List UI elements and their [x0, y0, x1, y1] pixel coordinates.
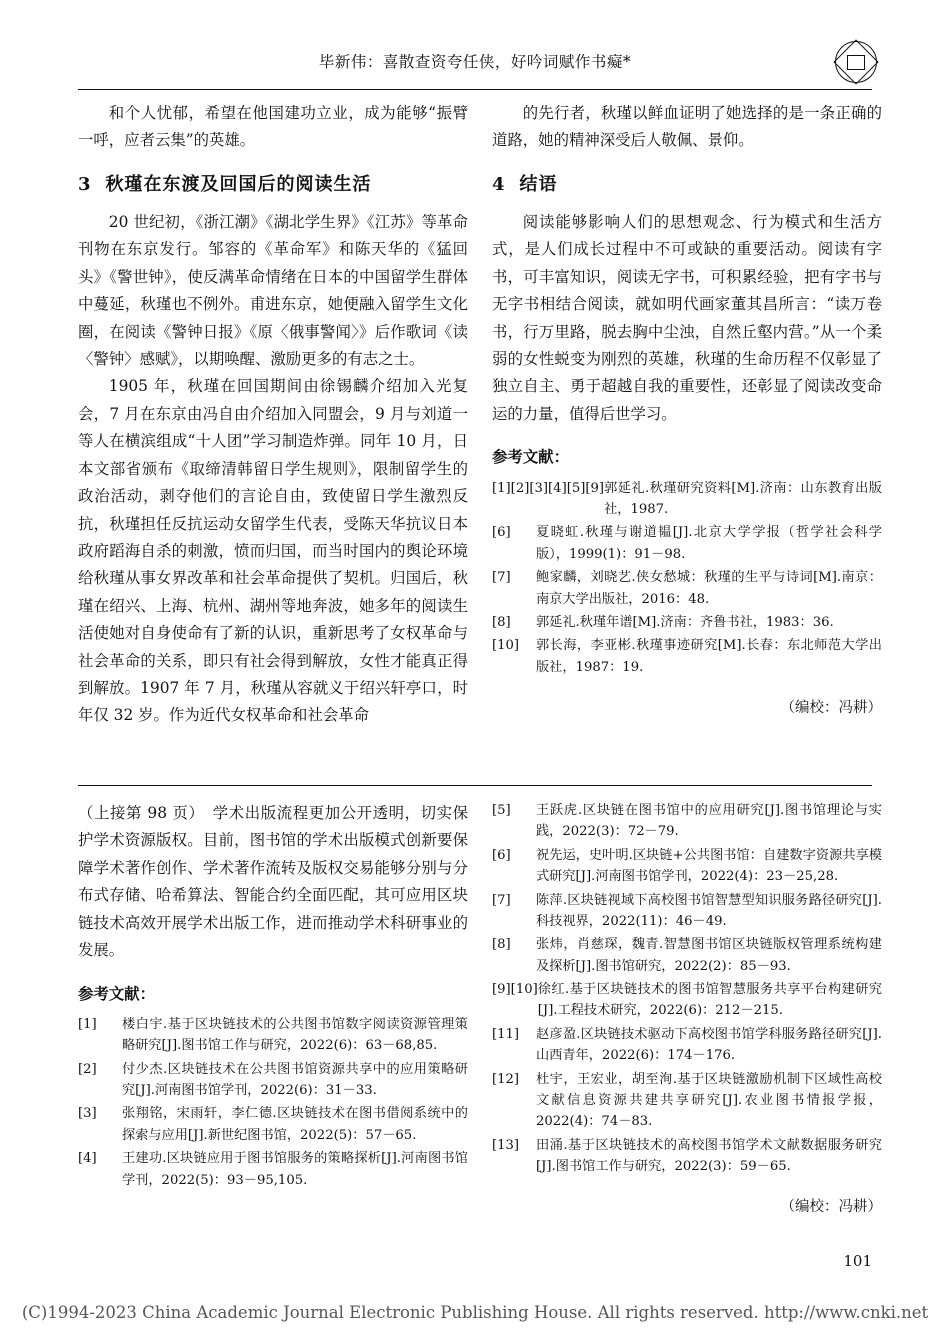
- reference-number: [6]: [492, 847, 511, 863]
- reference-item: [492, 800, 882, 843]
- reference-item: [492, 979, 882, 1022]
- reference-number: [13]: [492, 1137, 520, 1153]
- running-head-title: 毕新伟：喜散查资夸任侠，好吟词赋作书癡*: [318, 53, 632, 71]
- reference-number: [7]: [492, 892, 511, 908]
- reference-number: [1][2][3][4][5][9]: [492, 480, 605, 496]
- page-header: [78, 38, 872, 90]
- top-right-column: [492, 100, 882, 722]
- reference-item: [492, 567, 882, 610]
- reference-text: 郭延礼.秋瑾研究资料[M].济南：山东教育出版社，1987.: [604, 480, 882, 518]
- reference-list: [78, 1014, 468, 1191]
- reference-number: [8]: [492, 937, 511, 953]
- reference-item: [492, 1024, 882, 1067]
- reference-text: 付少杰.区块链技术在公共图书馆资源共享中的应用策略研究[J].河南图书馆学刊，2022(6)：31－33.: [122, 1061, 468, 1099]
- reference-number: [2]: [78, 1061, 97, 1077]
- reference-text: 王建功.区块链应用于图书馆服务的策略探析[J].河南图书馆学刊，2022(5)：93－95,105.: [122, 1151, 468, 1188]
- reference-text: 陈萍.区块链视域下高校图书馆智慧型知识服务路径研究[J].科技视界，2022(11)：46－49.: [536, 892, 882, 929]
- reference-item: [492, 612, 882, 633]
- editor-credit: （编校：冯耕）: [780, 1199, 882, 1216]
- page-number: 101: [843, 1252, 872, 1270]
- body-paragraph: 20 世纪初，《浙江潮》《湖北学生界》《江苏》等革命刊物在东京发行。邹容的《革命军》和陈天华的《猛回头》《警世钟》，使反满革命情绪在日本的中国留学生群体中蔓延，秋瑾也不例外。甫进东京，她便融入留学生文化圈，在阅读《警钟日报》《原〈俄事警闻〉》后作歌词《读〈警钟〉感赋》，以期唤醒、激励更多的有志之士。: [78, 212, 468, 368]
- reference-item: [492, 522, 882, 565]
- reference-text: 杜宇，王宏业，胡至洵.基于区块链激励机制下区域性高校文献信息资源共建共享研究[J].农业图书情报学报，2022(4)：74－83.: [536, 1071, 882, 1130]
- reference-item: [492, 1069, 882, 1133]
- reference-item: [492, 890, 882, 933]
- reference-text: 张翔铭，宋雨轩，李仁德.区块链技术在图书借阅系统中的探索与应用[J].新世纪图书馆，2022(5)：57－65.: [122, 1106, 468, 1143]
- reference-item: [492, 845, 882, 888]
- reference-number: [11]: [492, 1026, 520, 1042]
- reference-item: [78, 1014, 468, 1057]
- copyright-footer: (C)1994-2023 China Academic Journal Electronic Publishing House. All rights reserved. http://www.cnki.net: [21, 1303, 929, 1322]
- reference-text: 郭长海，李亚彬.秋瑾事迹研究[M].长春：东北师范大学出版社，1987：19.: [536, 638, 882, 675]
- top-left-column: [78, 100, 468, 730]
- reference-text: 祝先运，史叶明.区块链+公共图书馆：自建数字资源共享模式研究[J].河南图书馆学刊，2022(4)：23－25,28.: [536, 847, 882, 885]
- reference-text: 鲍家麟，刘晓艺.侠女愁城：秋瑾的生平与诗词[M].南京：南京大学出版社，2016：48.: [536, 570, 882, 607]
- reference-text: 赵彦盈.区块链技术驱动下高校图书馆学科服务路径研究[J].山西青年，2022(6)：174－176.: [536, 1026, 882, 1064]
- continued-body-text: 学术出版流程更加公开透明，切实保护学术资源版权。目前，图书馆的学术出版模式创新要保障学术著作创作、学术著作流转及版权交易能够分别与分布式存储、哈希算法、智能合约全面匹配，其可应用区块链技术高效开展学术出版工作，进而推动学术科研事业的发展。: [78, 804, 468, 960]
- reference-item: [492, 478, 882, 521]
- reference-item: [78, 1103, 468, 1146]
- reference-list: [492, 800, 882, 1177]
- editor-credit: （编校：冯耕）: [780, 700, 882, 717]
- references-heading: 参考文献：: [78, 984, 155, 1003]
- reference-text: 郭延礼.秋瑾年谱[M].济南：齐鲁书社，1983：36.: [536, 614, 834, 630]
- reference-item: [492, 1135, 882, 1178]
- reference-item: [492, 635, 882, 678]
- reference-text: 徐红.基于区块链技术的图书馆智慧服务共享平台构建研究[J].工程技术研究，2022(6)：212－215.: [537, 982, 882, 1019]
- reference-item: [492, 934, 882, 977]
- section-divider: [78, 785, 872, 786]
- reference-list: [492, 478, 882, 678]
- reference-text: 夏晓虹.秋瑾与谢道韫[J].北京大学学报（哲学社会科学版），1999(1)：91－98.: [536, 525, 882, 562]
- reference-number: [6]: [492, 525, 511, 541]
- journal-emblem-icon: [832, 38, 878, 84]
- reference-number: [7]: [492, 570, 511, 586]
- header-divider: [78, 89, 872, 90]
- reference-text: 田涌.基于区块链技术的高校图书馆学术文献数据服务研究[J].图书馆工作与研究，2022(3)：59－65.: [536, 1137, 882, 1174]
- continued-paragraph: 和个人忧郁，希望在他国建功立业，成为能够“振臂一呼，应者云集”的英雄。: [78, 104, 468, 150]
- section-heading-3: [78, 169, 468, 201]
- reference-text: 王跃虎.区块链在图书馆中的应用研究[J].图书馆理论与实践，2022(3)：72－79.: [536, 803, 882, 840]
- section-heading-4: [492, 169, 882, 201]
- reference-number: [1]: [78, 1016, 97, 1032]
- body-paragraph: 1905 年，秋瑾在回国期间由徐锡麟介绍加入光复会，7 月在东京由冯自由介绍加入同盟会，9 月与刘道一等人在横滨组成“十人团”学习制造炸弹。同年 10 月，日本文部省颁布《取缔清韩留日学生规则》，限制留学生的政治活动，剥夺他们的言论自由，致使留日学生激烈反抗，秋瑾担任反抗运动女留学生代表，受陈天华抗议日本政府蹈海自杀的刺激，愤而归国，而当时国内的舆论环境给秋瑾从事女界改革和社会革命提供了契机。归国后，秋瑾在绍兴、上海、杭州、湖州等地奔波，她多年的阅读生活使她对自身使命有了新的认识，重新思考了女权革命与社会革命的关系，即只有社会得到解放，女性才能真正得到解放。1907 年 7 月，秋瑾从容就义于绍兴轩亭口，时年仅 32 岁。作为近代女权革命和社会革命: [78, 377, 468, 725]
- section-title: 秋瑾在东渡及回国后的阅读生活: [105, 173, 372, 195]
- body-paragraph: 阅读能够影响人们的思想观念、行为模式和生活方式，是人们成长过程中不可或缺的重要活动。阅读有字书，可丰富知识，阅读无字书，可积累经验，把有字书与无字书相结合阅读，就如明代画家董其昌所言：“读万卷书，行万里路，脱去胸中尘浊，自然丘壑内营。”从一个柔弱的女性蜕变为刚烈的英雄，秋瑾的生命历程不仅彰显了独立自主、勇于超越自我的重要性，还彰显了阅读改变命运的力量，值得后世学习。: [492, 212, 882, 423]
- references-heading: 参考文献：: [492, 448, 569, 467]
- reference-number: [4]: [78, 1151, 97, 1167]
- reference-number: [5]: [492, 803, 511, 818]
- reference-number: [8]: [492, 614, 511, 630]
- section-number: 4: [492, 173, 506, 195]
- reference-number: [9][10]: [492, 982, 538, 997]
- reference-number: [12]: [492, 1071, 520, 1087]
- continued-paragraph: 的先行者，秋瑾以鲜血证明了她选择的是一条正确的道路，她的精神深受后人敬佩、景仰。: [492, 104, 882, 150]
- reference-text: 楼白宇.基于区块链技术的公共图书馆数字阅读资源管理策略研究[J].图书馆工作与研究，2022(6)：63－68,85.: [122, 1016, 468, 1054]
- reference-text: 张炜，肖慈琛，魏青.智慧图书馆区块链版权管理系统构建及探析[J].图书馆研究，2022(2)：85－93.: [536, 937, 882, 974]
- continued-note-text: （上接第 98 页）: [78, 804, 197, 822]
- section-number: 3: [78, 173, 92, 195]
- section-title: 结语: [519, 173, 558, 195]
- bottom-left-column: [78, 800, 468, 1193]
- reference-item: [78, 1148, 468, 1191]
- reference-number: [3]: [78, 1106, 97, 1122]
- reference-item: [78, 1059, 468, 1102]
- continued-from-note: [78, 800, 468, 965]
- bottom-right-column: [492, 800, 882, 1221]
- reference-number: [10]: [492, 638, 520, 654]
